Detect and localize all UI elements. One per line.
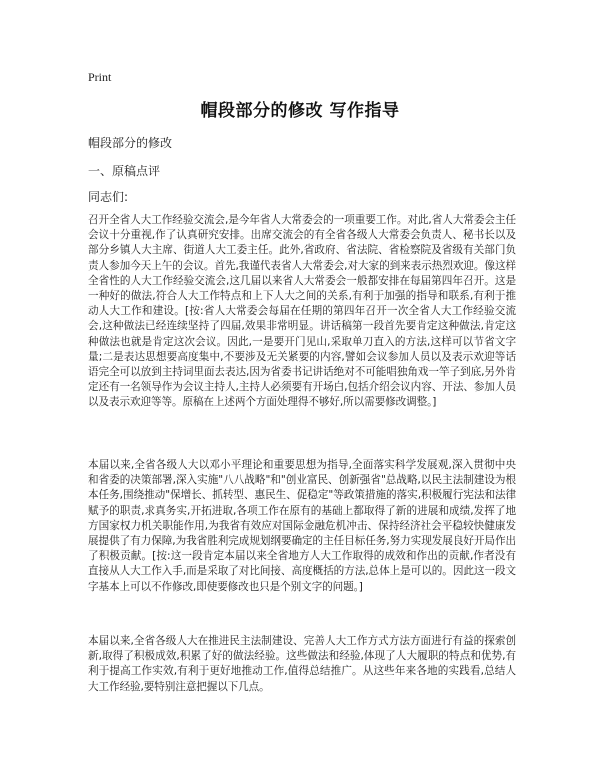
body-paragraph-1: 召开全省人大工作经验交流会,是今年省人大常委会的一项重要工作。对此,省人大常委会主任会议十分重视,作了认真研究安排。出席交流会的有全省各级人大常委会负责人、秘书长以及部分乡镇人大主席、街道人大工委主任。此外,省政府、省法院、省检察院及省级有关部门负责人参加今天上午的会议。首先,我谨代表省人大常委会,对大家的到来表示热烈欢迎。像这样全省性的人大工作经验交流会,这几届以来省人大常委会一般都安排在每届第四年召开。这是一种好的做法,符合人大工作特点和上下人大之间的关系,有利于加强的指导和联系,有利于推动人大工作和建设。[按:省人大常委会每届在任期的第四年召开一次全省人大工作经验交流会,这种做法已经连续坚持了四届,效果非常明显。讲话稿第一段首先要肯定这种做法,肯定这种做法也就是肯定这次会议。因此,一是要开门见山,采取单刀直入的方法,这样可以节省文字量;二是表达思想要高度集中,不要涉及无关紧要的内容,譬如会议参加人员以及表示欢迎等话语完全可以放到主持词里面去表达,因为省委书记讲话绝对不可能唱独角戏一竿子到底,另外肯定还有一名领导作为会议主持人,主持人必须要有开场白,包括介绍会议内容、开法、参加人员以及表示欢迎等等。原稿在上述两个方面处理得不够好,所以需要修改调整。] [88, 214, 516, 409]
body-paragraph-3: 本届以来,全省各级人大在推进民主法制建设、完善人大工作方式方法方面进行有益的探索创新,取得了积极成效,积累了好的做法经验。这些做法和经验,体现了人大履职的特点和优势,有利于提高工作实效,有利于更好地推动工作,值得总结推广。从这些年来各地的实践看,总结人大工作经验,要特别注意把握以下几点。 [88, 635, 516, 693]
salutation: 同志们: [88, 190, 129, 204]
body-paragraph-2: 本届以来,全省各级人大以邓小平理论和重要思想为指导,全面落实科学发展观,深入贯彻中央和省委的决策部署,深入实施"八八战略"和"创业富民、创新强省"总战略,以民主法制建设为根本任务,围绕推动"保增长、抓转型、惠民生、促稳定"等政策措施的落实,积极履行宪法和法律赋予的职责,求真务实,开拓进取,各项工作在原有的基础上都取得了新的进展和成绩,发挥了地方国家权力机关职能作用,为我省有效应对国际金融危机冲击、保持经济社会平稳较快健康发展提供了有力保障,为我省胜利完成规划纲要确定的主任目标任务,努力实现发展良好开局作出了积极贡献。[按:这一段肯定本届以来全省地方人大工作取得的成效和作出的贡献,作者没有直接从人大工作入手,而是采取了对比间接、高度概括的方法,总体上是可以的。因此这一段文字基本上可以不作修改,即使要修改也只是个别文字的问题。] [88, 459, 516, 593]
section-title: 帽段部分的修改 [88, 136, 173, 150]
subsection-title: 一、原稿点评 [88, 164, 161, 178]
print-link[interactable]: Print [88, 70, 112, 84]
document-title: 帽段部分的修改 写作指导 [200, 101, 400, 121]
